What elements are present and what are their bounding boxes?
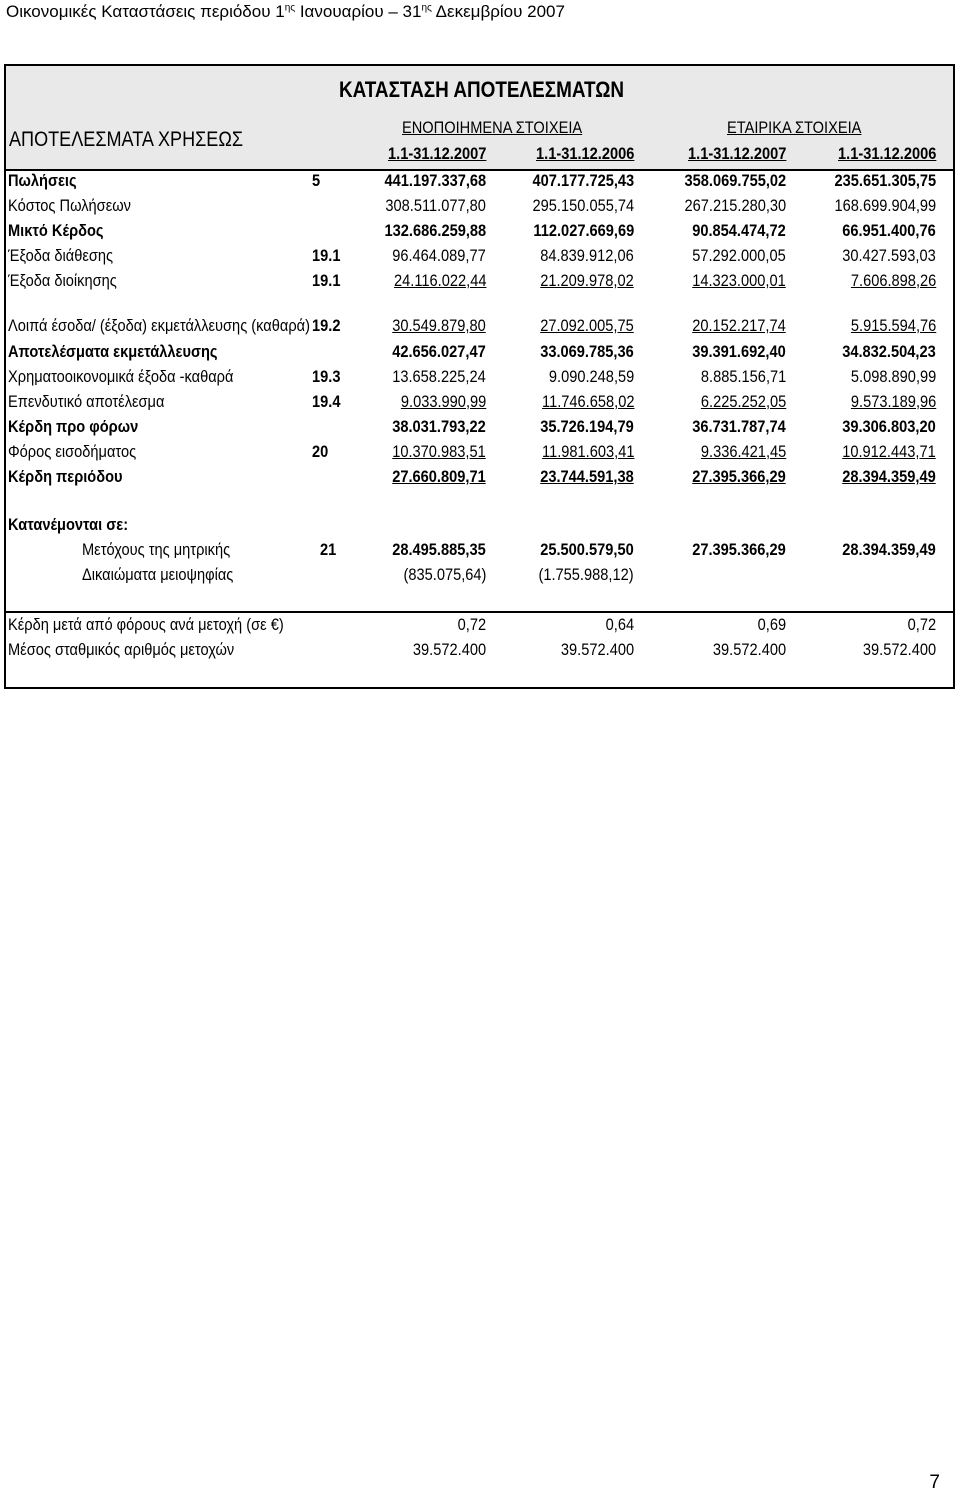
row-value: 13.658.225,24 xyxy=(392,367,486,386)
row-value: 295.150.055,74 xyxy=(532,196,634,215)
row-value: 24.116.022,44 xyxy=(393,271,486,290)
row-note: 19.3 xyxy=(312,367,341,386)
allocated-value: 28.394.359,49 xyxy=(842,540,936,559)
row-label: Επενδυτικό αποτέλεσμα xyxy=(8,392,165,411)
row-label: Κόστος Πωλήσεων xyxy=(8,196,131,215)
allocated-heading: Κατανέμονται σε: xyxy=(8,515,129,534)
row-value: 10.370.983,51 xyxy=(392,442,486,461)
row-value: 30.549.879,80 xyxy=(392,316,486,335)
row-value: 20.152.217,74 xyxy=(692,316,786,335)
row-value: 28.394.359,49 xyxy=(842,467,936,486)
row-label: Αποτελέσματα εκμετάλλευσης xyxy=(8,342,218,361)
table-title: ΚΑΤΑΣΤΑΣΗ ΑΠΟΤΕΛΕΣΜΑΤΩΝ xyxy=(339,77,625,102)
allocated-label: Δικαιώματα μειοψηφίας xyxy=(82,565,234,584)
row-value: 441.197.337,68 xyxy=(384,171,486,190)
row-value: 57.292.000,05 xyxy=(692,246,786,265)
row-value: 8.885.156,71 xyxy=(700,367,786,386)
allocated-value: 27.395.366,29 xyxy=(692,540,786,559)
row-value: 308.511.077,80 xyxy=(385,196,486,215)
row-label: Χρηματοοικονομικά έξοδα -καθαρά xyxy=(8,367,234,386)
row-note: 19.2 xyxy=(312,316,341,335)
footer-divider xyxy=(4,611,955,613)
row-note: 19.1 xyxy=(312,246,341,265)
row-value: 14.323.000,01 xyxy=(692,271,786,290)
row-value: 9.033.990,99 xyxy=(400,392,486,411)
row-value: 358.069.755,02 xyxy=(684,171,786,190)
footer-value: 39.572.400 xyxy=(560,640,634,659)
row-value: 39.306.803,20 xyxy=(842,417,936,436)
row-label: Λοιπά έσοδα/ (έξοδα) εκμετάλλευσης (καθαρά) xyxy=(8,316,310,335)
row-value: 112.027.669,69 xyxy=(533,221,634,240)
footer-label: Μέσος σταθμικός αριθμός μετοχών xyxy=(8,640,235,659)
footer-value: 39.572.400 xyxy=(712,640,786,659)
row-value: 11.746.658,02 xyxy=(541,392,634,411)
footer-value: 0,72 xyxy=(907,615,936,634)
row-value: 5.915.594,76 xyxy=(850,316,936,335)
row-value: 9.090.248,59 xyxy=(548,367,634,386)
period-header: 1.1-31.12.2007 xyxy=(687,144,786,163)
row-value: 39.391.692,40 xyxy=(692,342,786,361)
footer-value: 0,64 xyxy=(605,615,634,634)
footer-label: Κέρδη μετά από φόρους ανά μετοχή (σε €) xyxy=(8,615,284,634)
row-note: 19.1 xyxy=(312,271,341,290)
row-value: 27.395.366,29 xyxy=(692,467,786,486)
row-value: 9.573.189,96 xyxy=(850,392,936,411)
row-value: 11.981.603,41 xyxy=(541,442,634,461)
row-label: Πωλήσεις xyxy=(8,171,77,190)
company-group-heading: ΕΤΑΙΡΙΚΑ ΣΤΟΙΧΕΙΑ xyxy=(727,118,862,137)
allocated-label: Μετόχους της μητρικής xyxy=(82,540,231,559)
consolidated-group-heading: ΕΝΟΠΟΙΗΜΕΝΑ ΣΤΟΙΧΕΙΑ xyxy=(402,118,583,137)
row-label: Κέρδη περιόδου xyxy=(8,467,123,486)
row-value: 33.069.785,36 xyxy=(540,342,634,361)
row-value: 38.031.793,22 xyxy=(392,417,486,436)
row-label: Κέρδη προ φόρων xyxy=(8,417,139,436)
row-value: 21.209.978,02 xyxy=(540,271,634,290)
row-value: 84.839.912,06 xyxy=(540,246,634,265)
period-header: 1.1-31.12.2006 xyxy=(837,144,936,163)
row-value: 27.092.005,75 xyxy=(540,316,634,335)
row-value: 7.606.898,26 xyxy=(850,271,936,290)
row-value: 10.912.443,71 xyxy=(842,442,936,461)
allocated-value: 28.495.885,35 xyxy=(392,540,486,559)
footer-value: 39.572.400 xyxy=(412,640,486,659)
row-value: 168.699.904,99 xyxy=(834,196,936,215)
footer-value: 0,72 xyxy=(457,615,486,634)
row-value: 9.336.421,45 xyxy=(700,442,786,461)
row-value: 36.731.787,74 xyxy=(692,417,786,436)
row-value: 5.098.890,99 xyxy=(850,367,936,386)
results-heading: ΑΠΟΤΕΛΕΣΜΑΤΑ ΧΡΗΣΕΩΣ xyxy=(9,128,244,151)
footer-value: 0,69 xyxy=(757,615,786,634)
allocated-value: (835.075,64) xyxy=(403,565,486,584)
row-label: Μικτό Κέρδος xyxy=(8,221,104,240)
document-header: Οικονομικές Καταστάσεις περιόδου $1^{\eta\varsigma}$ Ιανουαρίου – $31^{\eta\varsigma}$ Δεκεμβρίου 2007 xyxy=(6,2,565,21)
row-label: Έξοδα διοίκησης xyxy=(8,271,117,290)
row-value: 34.832.504,23 xyxy=(842,342,936,361)
row-note: 5 xyxy=(312,171,321,190)
row-value: 30.427.593,03 xyxy=(842,246,936,265)
row-value: 66.951.400,76 xyxy=(842,221,936,240)
page-number: 7 xyxy=(929,1472,940,1493)
row-value: 27.660.809,71 xyxy=(392,467,486,486)
row-value: 407.177.725,43 xyxy=(532,171,634,190)
allocated-value: 25.500.579,50 xyxy=(540,540,634,559)
row-value: 35.726.194,79 xyxy=(540,417,634,436)
footer-value: 39.572.400 xyxy=(862,640,936,659)
row-value: 42.656.027,47 xyxy=(392,342,486,361)
row-note: 19.4 xyxy=(312,392,341,411)
row-note: 21 xyxy=(320,540,337,559)
period-header: 1.1-31.12.2007 xyxy=(387,144,486,163)
row-value: 235.651.305,75 xyxy=(834,171,936,190)
row-value: 132.686.259,88 xyxy=(384,221,486,240)
row-note: 20 xyxy=(312,442,329,461)
row-value: 90.854.474,72 xyxy=(692,221,786,240)
row-value: 6.225.252,05 xyxy=(700,392,786,411)
row-value: 23.744.591,38 xyxy=(540,467,634,486)
period-header: 1.1-31.12.2006 xyxy=(535,144,634,163)
row-value: 267.215.280,30 xyxy=(684,196,786,215)
row-value: 96.464.089,77 xyxy=(392,246,486,265)
allocated-value: (1.755.988,12) xyxy=(538,565,634,584)
row-label: Φόρος εισοδήματος xyxy=(8,442,137,461)
row-label: Έξοδα διάθεσης xyxy=(8,246,114,265)
